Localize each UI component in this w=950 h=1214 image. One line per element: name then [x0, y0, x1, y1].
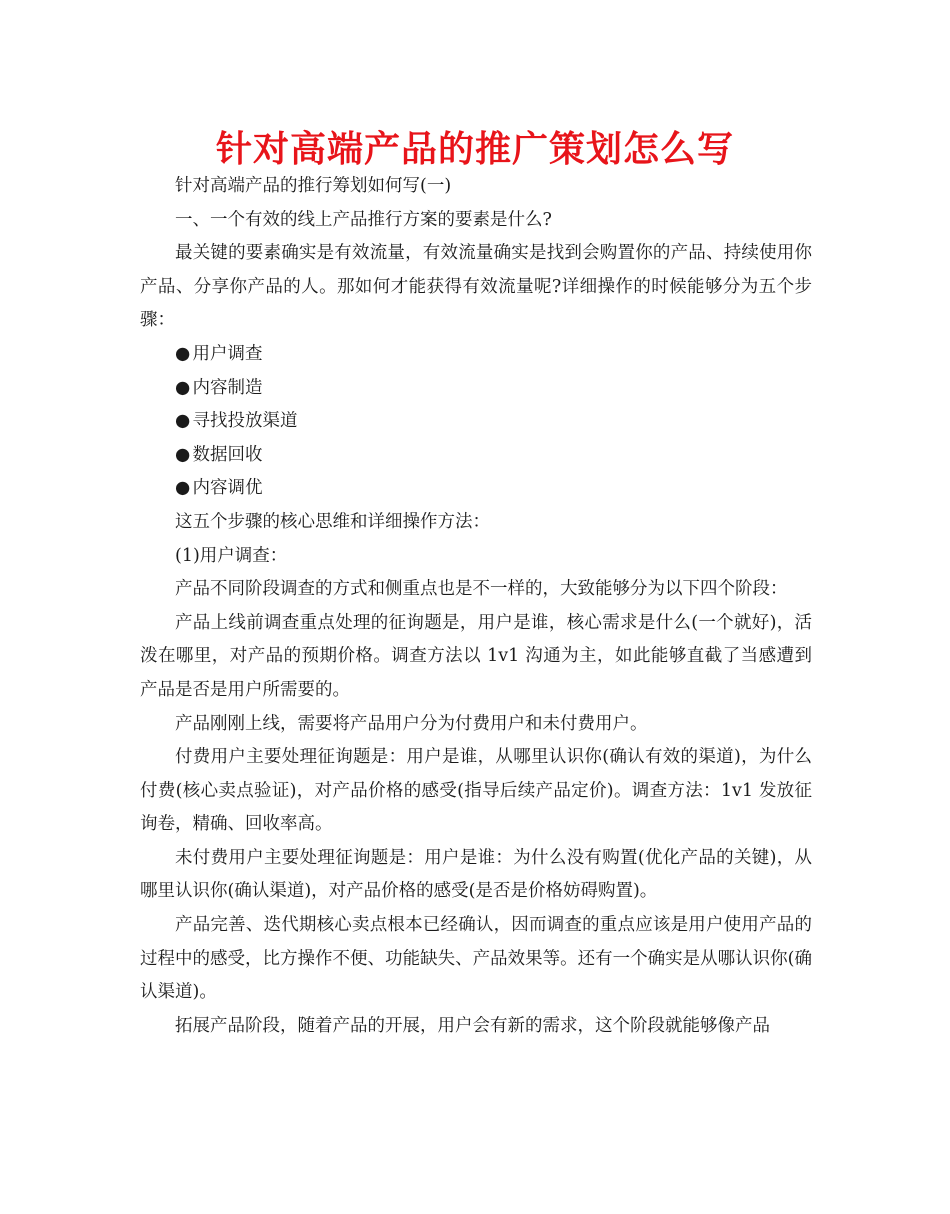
bullet-icon: ●: [175, 444, 191, 465]
list-item-text: 数据回收: [192, 444, 263, 465]
steps-list: [140, 338, 812, 506]
paragraph-paid-users: 付费用户主要处理征询题是：用户是谁，从哪里认识你(确认有效的渠道)，为什么付费(核心卖点验证)，对产品价格的感受(指导后续产品定价)。调查方法：1v1 发放征询卷，精确、回收率高。: [140, 747, 812, 835]
list-item: [140, 405, 812, 439]
section-question: 一、一个有效的线上产品推行方案的要素是什么?: [175, 209, 552, 230]
list-item-text: 内容制造: [192, 377, 263, 398]
list-item-text: 寻找投放渠道: [192, 411, 298, 432]
bullet-icon: ●: [175, 478, 191, 499]
list-item-text: 内容调优: [192, 478, 263, 499]
paragraph-intro: 最关键的要素确实是有效流量，有效流量确实是找到会购置你的产品、持续使用你产品、分享你产品的人。那如何才能获得有效流量呢?详细操作的时候能够分为五个步骤：: [140, 243, 812, 331]
list-item: [140, 472, 812, 506]
list-item: [140, 439, 812, 473]
list-item: [140, 372, 812, 406]
paragraph-unpaid-users: 未付费用户主要处理征询题是：用户是谁：为什么没有购置(优化产品的关键)，从哪里认识你(确认渠道)，对产品价格的感受(是否是价格妨碍购置)。: [140, 847, 812, 902]
paragraph-expansion: 拓展产品阶段，随着产品的开展，用户会有新的需求，这个阶段就能够像产品: [175, 1015, 770, 1036]
list-item-text: 用户调查: [192, 343, 263, 364]
paragraph-core-method: 这五个步骤的核心思维和详细操作方法：: [175, 511, 490, 532]
paragraph-launch: 产品刚刚上线，需要将产品用户分为付费用户和未付费用户。: [175, 713, 648, 734]
paragraph-step-heading: (1)用户调查：: [175, 545, 288, 566]
bullet-icon: ●: [175, 377, 191, 398]
paragraph-stages: 产品不同阶段调查的方式和侧重点也是不一样的，大致能够分为以下四个阶段：: [175, 579, 788, 600]
document-title: 针对高端产品的推广策划怎么写: [215, 129, 734, 170]
bullet-icon: ●: [175, 343, 191, 364]
section-subtitle: 针对高端产品的推行筹划如何写(一): [175, 176, 452, 196]
bullet-icon: ●: [175, 411, 191, 432]
document-body: [140, 170, 812, 1043]
list-item: [140, 338, 812, 372]
paragraph-prelaunch: 产品上线前调查重点处理的征询题是，用户是谁，核心需求是什么(一个就好)，活泼在哪里，对产品的预期价格。调查方法以 1v1 沟通为主，如此能够直截了当感遭到产品是否是用户所需要的。: [140, 612, 812, 700]
paragraph-iteration: 产品完善、迭代期核心卖点根本已经确认，因而调查的重点应该是用户使用产品的过程中的感受，比方操作不便、功能缺失、产品效果等。还有一个确实是从哪认识你(确认渠道)。: [140, 915, 812, 1003]
